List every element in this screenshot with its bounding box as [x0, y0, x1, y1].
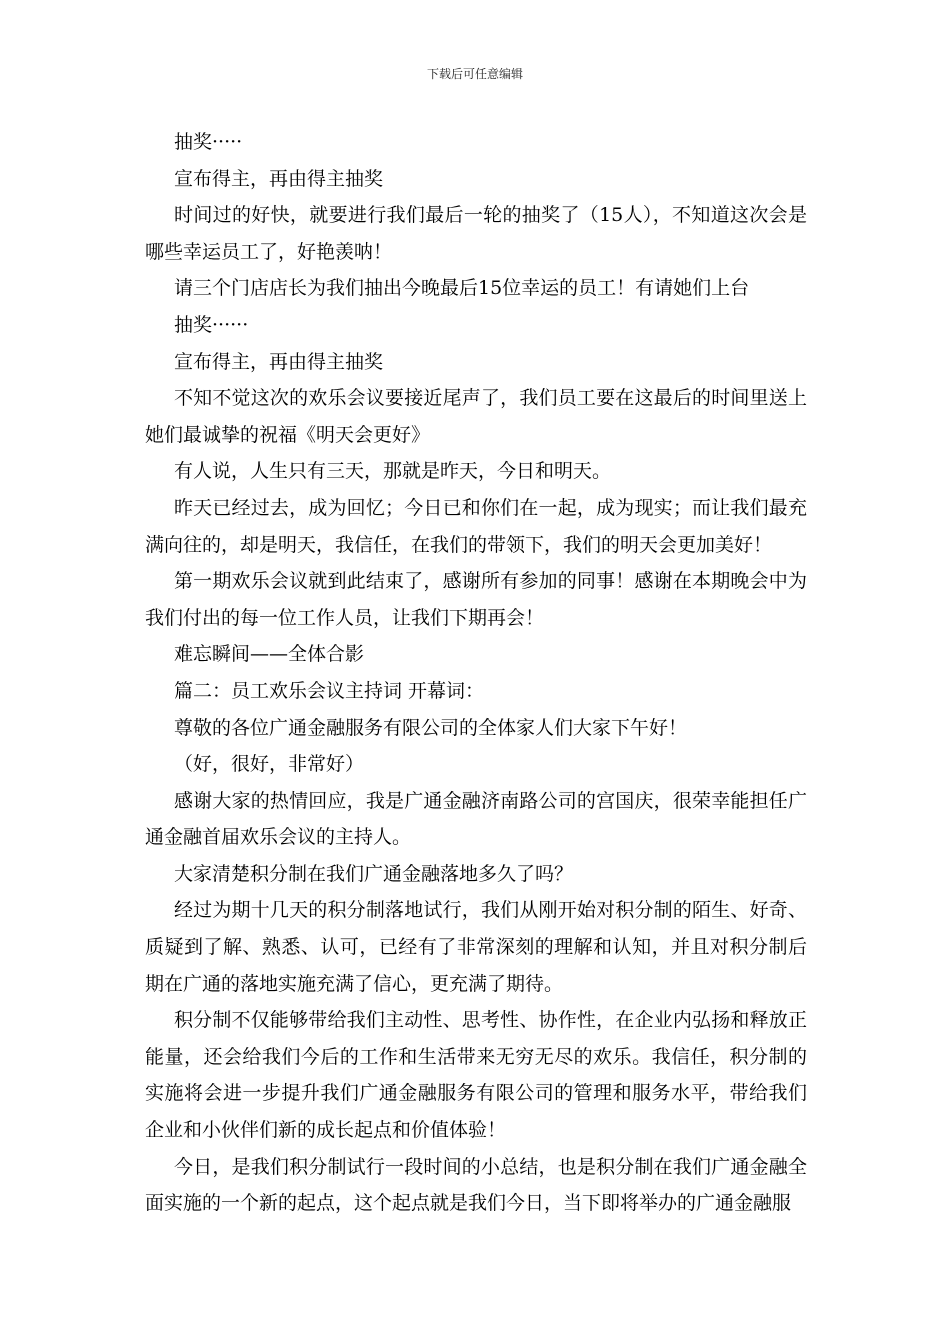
paragraph-10: 第一期欢乐会议就到此结束了，感谢所有参加的同事！感谢在本期晚会中为我们付出的每一位工作人员，让我们下期再会！: [145, 570, 807, 629]
paragraph-14: （好，很好，非常好）: [174, 753, 365, 776]
paragraph-8: 有人说，人生只有三天，那就是昨天，今日和明天。: [174, 460, 612, 483]
paragraph-4: 请三个门店店长为我们抽出今晚最后15位幸运的员工！有请她们上台: [174, 277, 750, 300]
paragraph-13: 尊敬的各位广通金融服务有限公司的全体家人们大家下午好！: [174, 716, 688, 739]
paragraph-15: 感谢大家的热情回应，我是广通金融济南路公司的宫国庆，很荣幸能担任广通金融首届欢乐会议的主持人。: [145, 789, 807, 849]
paragraph-9: 昨天已经过去，成为回忆；今日已和你们在一起，成为现实；而让我们最充满向往的，却是明天，我信任，在我们的带领下，我们的明天会更加美好！: [145, 496, 807, 556]
paragraph-1: 抽奖·····: [174, 131, 243, 153]
paragraph-17: 经过为期十几天的积分制落地试行，我们从刚开始对积分制的陌生、好奇、质疑到了解、熟悉、认可，已经有了非常深刻的理解和认知，并且对积分制后期在广通的落地实施充满了信心，更充满了期待。: [145, 899, 807, 995]
paragraph-18: 积分制不仅能够带给我们主动性、思考性、协作性，在企业内弘扬和释放正能量，还会给我们今后的工作和生活带来无穷无尽的欢乐。我信任，积分制的实施将会进一步提升我们广通金融服务有限公司的管理和服务水平，带给我们企业和小伙伴们新的成长起点和价值体验！: [145, 1009, 807, 1142]
paragraph-19: 今日，是我们积分制试行一段时间的小总结，也是积分制在我们广通金融全面实施的一个新的起点，这个起点就是我们今日，当下即将举办的广通金融服: [145, 1155, 807, 1215]
paragraph-6: 宣布得主，再由得主抽奖: [174, 350, 384, 373]
paragraph-7: 不知不觉这次的欢乐会议要接近尾声了，我们员工要在这最后的时间里送上她们最诚挚的祝福《明天会更好》: [145, 387, 807, 446]
paragraph-5: 抽奖······: [174, 313, 249, 336]
paragraph-12: 篇二：员工欢乐会议主持词 开幕词：: [174, 679, 485, 702]
paragraph-2: 宣布得主，再由得主抽奖: [174, 167, 384, 190]
page-header: 下载后可任意编辑: [426, 67, 523, 81]
document-body: [145, 124, 807, 1222]
paragraph-3: 时间过的好快，就要进行我们最后一轮的抽奖了（15人），不知道这次会是哪些幸运员工了，好艳羡呐！: [145, 204, 807, 263]
paragraph-11: 难忘瞬间——全体合影: [174, 643, 365, 666]
paragraph-16: 大家清楚积分制在我们广通金融落地多久了吗？: [174, 862, 574, 885]
